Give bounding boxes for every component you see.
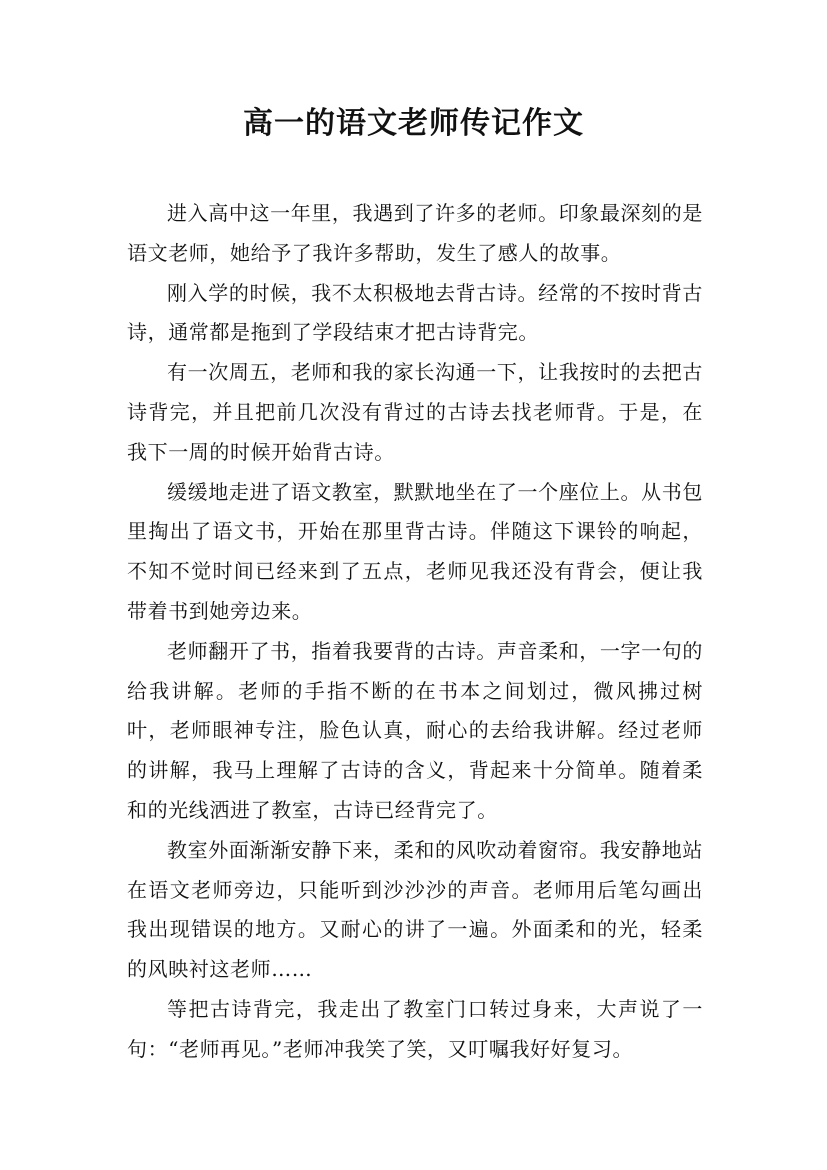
paragraph-4: 缓缓地走进了语文教室，默默地坐在了一个座位上。从书包里掏出了语文书，开始在那里背古诗。伴随这下课铃的响起，不知不觉时间已经来到了五点，老师见我还没有背会，便让我带着书到她旁边来。: [127, 479, 703, 623]
paragraph-5: 老师翻开了书，指着我要背的古诗。声音柔和，一字一句的给我讲解。老师的手指不断的在书本之间划过，微风拂过树叶，老师眼神专注，脸色认真，耐心的去给我讲解。经过老师的讲解，我马上理解了古诗的含义，背起来十分简单。随着柔和的光线洒进了教室，古诗已经背完了。: [127, 638, 703, 822]
paragraph-6: 教室外面渐渐安静下来，柔和的风吹动着窗帘。我安静地站在语文老师旁边，只能听到沙沙沙的声音。老师用后笔勾画出我出现错误的地方。又耐心的讲了一遍。外面柔和的光，轻柔的风映衬这老师……: [127, 837, 703, 982]
paragraph-2: 刚入学的时候，我不太积极地去背古诗。经常的不按时背古诗，通常都是拖到了学段结束才把古诗背完。: [127, 280, 703, 345]
paragraph-3: 有一次周五，老师和我的家长沟通一下，让我按时的去把古诗背完，并且把前几次没有背过的古诗去找老师背。于是，在我下一周的时候开始背古诗。: [127, 360, 703, 464]
paragraph-1: 进入高中这一年里，我遇到了许多的老师。印象最深刻的是语文老师，她给予了我许多帮助，发生了感人的故事。: [127, 201, 703, 265]
article-body: [127, 194, 703, 1070]
page-title: 高一的语文老师传记作文: [243, 106, 584, 141]
paragraph-7: 等把古诗背完，我走出了教室门口转过身来，大声说了一句：“老师再见。”老师冲我笑了笑，又叮嘱我好好复习。: [127, 996, 703, 1061]
